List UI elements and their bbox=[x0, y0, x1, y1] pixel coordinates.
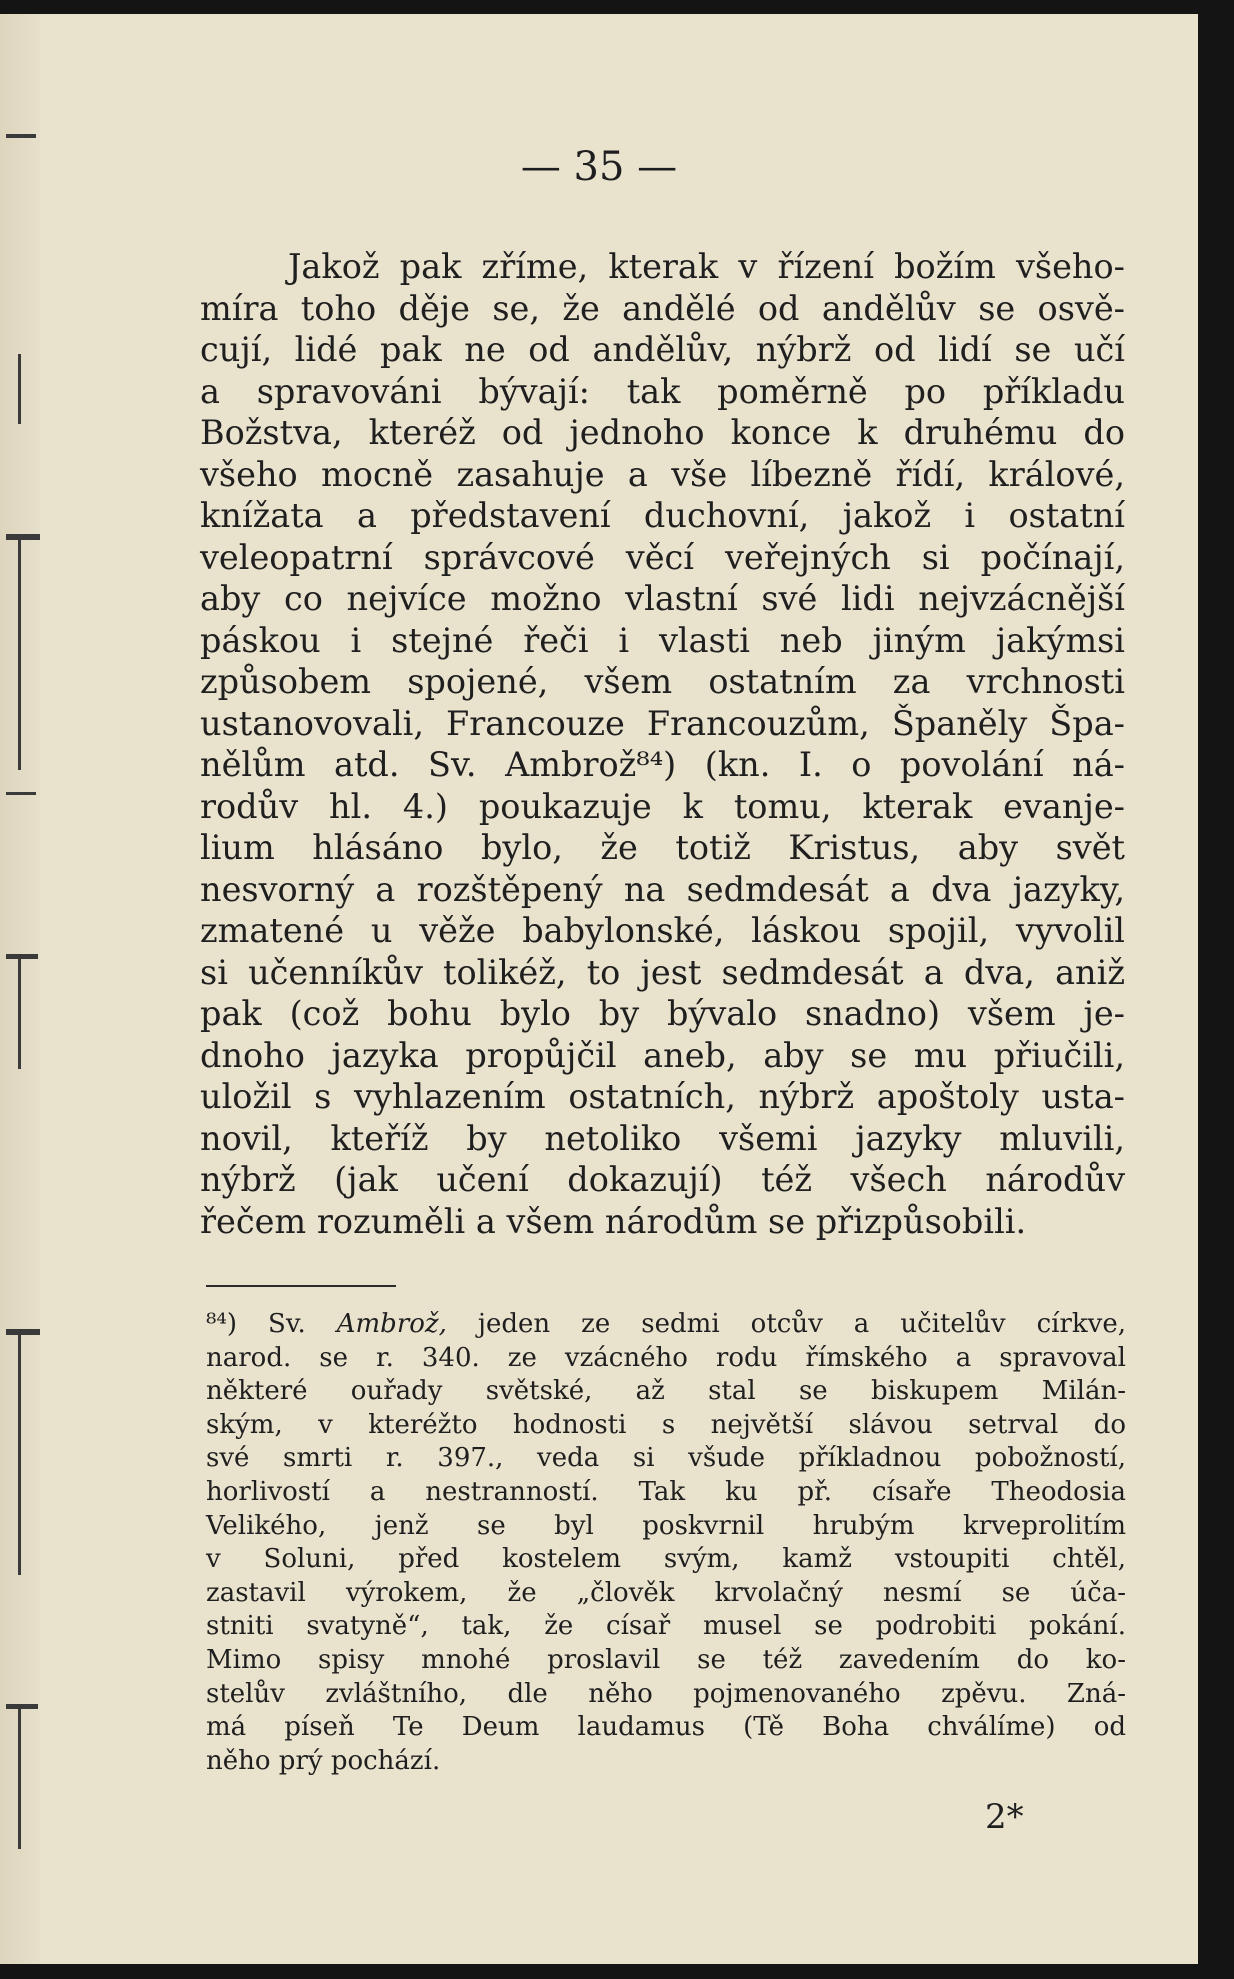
footnote-line: stelův zvláštního, dle něho pojmenovaného zpěvu. Zná- bbox=[206, 1678, 1126, 1709]
footnote-line: ským, v kteréžto hodnosti s největší slávou setrval do bbox=[206, 1409, 1126, 1440]
signature-mark: 2* bbox=[985, 1797, 1024, 1837]
footnote-line: Velikého, jenž se byl poskvrnil hrubým krveprolitím bbox=[206, 1510, 1126, 1541]
binding-thread bbox=[18, 1335, 21, 1575]
footnote-first-line bbox=[206, 1308, 1126, 1342]
body-text bbox=[200, 246, 1125, 1242]
text-line: zmatené u věže babylonské, láskou spojil, vyvolil bbox=[200, 911, 1125, 950]
text-line: aby co nejvíce možno vlastní své lidi nejvzácnější bbox=[200, 579, 1125, 618]
text-line: pak (což bohu bylo by bývalo snadno) všem je- bbox=[200, 994, 1125, 1033]
binding-thread bbox=[6, 954, 38, 959]
text-line: veleopatrní správcové věcí veřejných si počínají, bbox=[200, 537, 1125, 577]
page-binding-edge bbox=[0, 14, 40, 1964]
text-line: rodův hl. 4.) poukazuje k tomu, kterak evanje- bbox=[200, 786, 1125, 826]
text-line: způsobem spojené, všem ostatním za vrchnosti bbox=[200, 662, 1125, 701]
footnote-line: Mimo spisy mnohé proslavil se též zavedením do ko- bbox=[206, 1644, 1126, 1675]
text-line: ustanovovali, Francouze Francouzům, Španěly Špa- bbox=[200, 703, 1125, 743]
binding-thread bbox=[18, 959, 21, 1069]
text-line: řečem rozuměli a všem národům se přizpůsobili. bbox=[200, 1201, 1027, 1241]
book-page bbox=[0, 14, 1198, 1964]
footnote bbox=[206, 1308, 1126, 1778]
text-line: páskou i stejné řeči i vlasti neb jiným jakýmsi bbox=[200, 620, 1125, 660]
binding-thread bbox=[6, 1704, 38, 1709]
text-line: míra toho děje se, že andělé od andělův se osvě- bbox=[200, 288, 1125, 328]
footnote-line: má píseň Te Deum laudamus (Tě Boha chválíme) od bbox=[206, 1712, 1126, 1743]
text-line: nesvorný a rozštěpený na sedmdesát a dva jazyky, bbox=[200, 869, 1125, 909]
binding-thread bbox=[18, 354, 21, 424]
text-line: cují, lidé pak ne od andělův, nýbrž od lidí se učí bbox=[200, 330, 1125, 369]
binding-thread bbox=[6, 134, 36, 138]
text-line: uložil s vyhlazením ostatních, nýbrž apoštoly usta- bbox=[200, 1077, 1125, 1116]
text-line: nělům atd. Sv. Ambrož⁸⁴) (kn. I. o povolání ná- bbox=[200, 745, 1125, 784]
text-line: nýbrž (jak učení dokazují) též všech národův bbox=[200, 1160, 1125, 1199]
binding-thread bbox=[18, 1709, 21, 1849]
text-line: dnoho jazyka propůjčil aneb, aby se mu přiučili, bbox=[200, 1035, 1125, 1075]
footnote-divider bbox=[206, 1285, 396, 1287]
binding-thread bbox=[6, 792, 36, 795]
text-line: si učenníkův tolikéž, to jest sedmdesát a dva, aniž bbox=[200, 952, 1125, 992]
footnote-line: své smrti r. 397., veda si všude příkladnou pobožností, bbox=[206, 1443, 1126, 1474]
footnote-first-line-rest: jeden ze sedmi otcův a učitelův církve, bbox=[446, 1309, 1126, 1339]
page-number: — 35 — bbox=[520, 144, 678, 190]
text-line: Božstva, kteréž od jednoho konce k druhému do bbox=[200, 413, 1125, 452]
binding-thread bbox=[18, 540, 21, 770]
footnote-line: zastavil výrokem, že „člověk krvolačný nesmí se úča- bbox=[206, 1577, 1126, 1608]
footnote-line: některé ouřady světské, až stal se biskupem Milán- bbox=[206, 1376, 1126, 1407]
binding-thread bbox=[6, 534, 40, 540]
text-line: všeho mocně zasahuje a vše líbezně řídí, králové, bbox=[200, 454, 1125, 494]
binding-thread bbox=[6, 1329, 40, 1335]
text-line: novil, kteříž by netoliko všemi jazyky mluvili, bbox=[200, 1118, 1125, 1158]
footnote-name: Ambrož, bbox=[336, 1309, 447, 1339]
footnote-line: něho prý pochází. bbox=[206, 1745, 441, 1776]
footnote-line: stniti svatyně“, tak, že císař musel se podrobiti pokání. bbox=[206, 1611, 1126, 1642]
text-line: lium hlásáno bylo, že totiž Kristus, aby svět bbox=[200, 828, 1125, 867]
text-line: Jakož pak zříme, kterak v řízení božím všeho- bbox=[288, 247, 1125, 286]
text-line: knížata a představení duchovní, jakož i ostatní bbox=[200, 496, 1125, 535]
footnote-line: v Soluni, před kostelem svým, kamž vstoupiti chtěl, bbox=[206, 1544, 1126, 1575]
footnote-line: narod. se r. 340. ze vzácného rodu římského a spravoval bbox=[206, 1342, 1126, 1373]
text-line: a spravováni bývají: tak poměrně po příkladu bbox=[200, 371, 1125, 411]
footnote-line: horlivostí a nestranností. Tak ku př. císaře Theodosia bbox=[206, 1476, 1126, 1507]
footnote-marker: ⁸⁴) Sv. bbox=[206, 1309, 337, 1339]
